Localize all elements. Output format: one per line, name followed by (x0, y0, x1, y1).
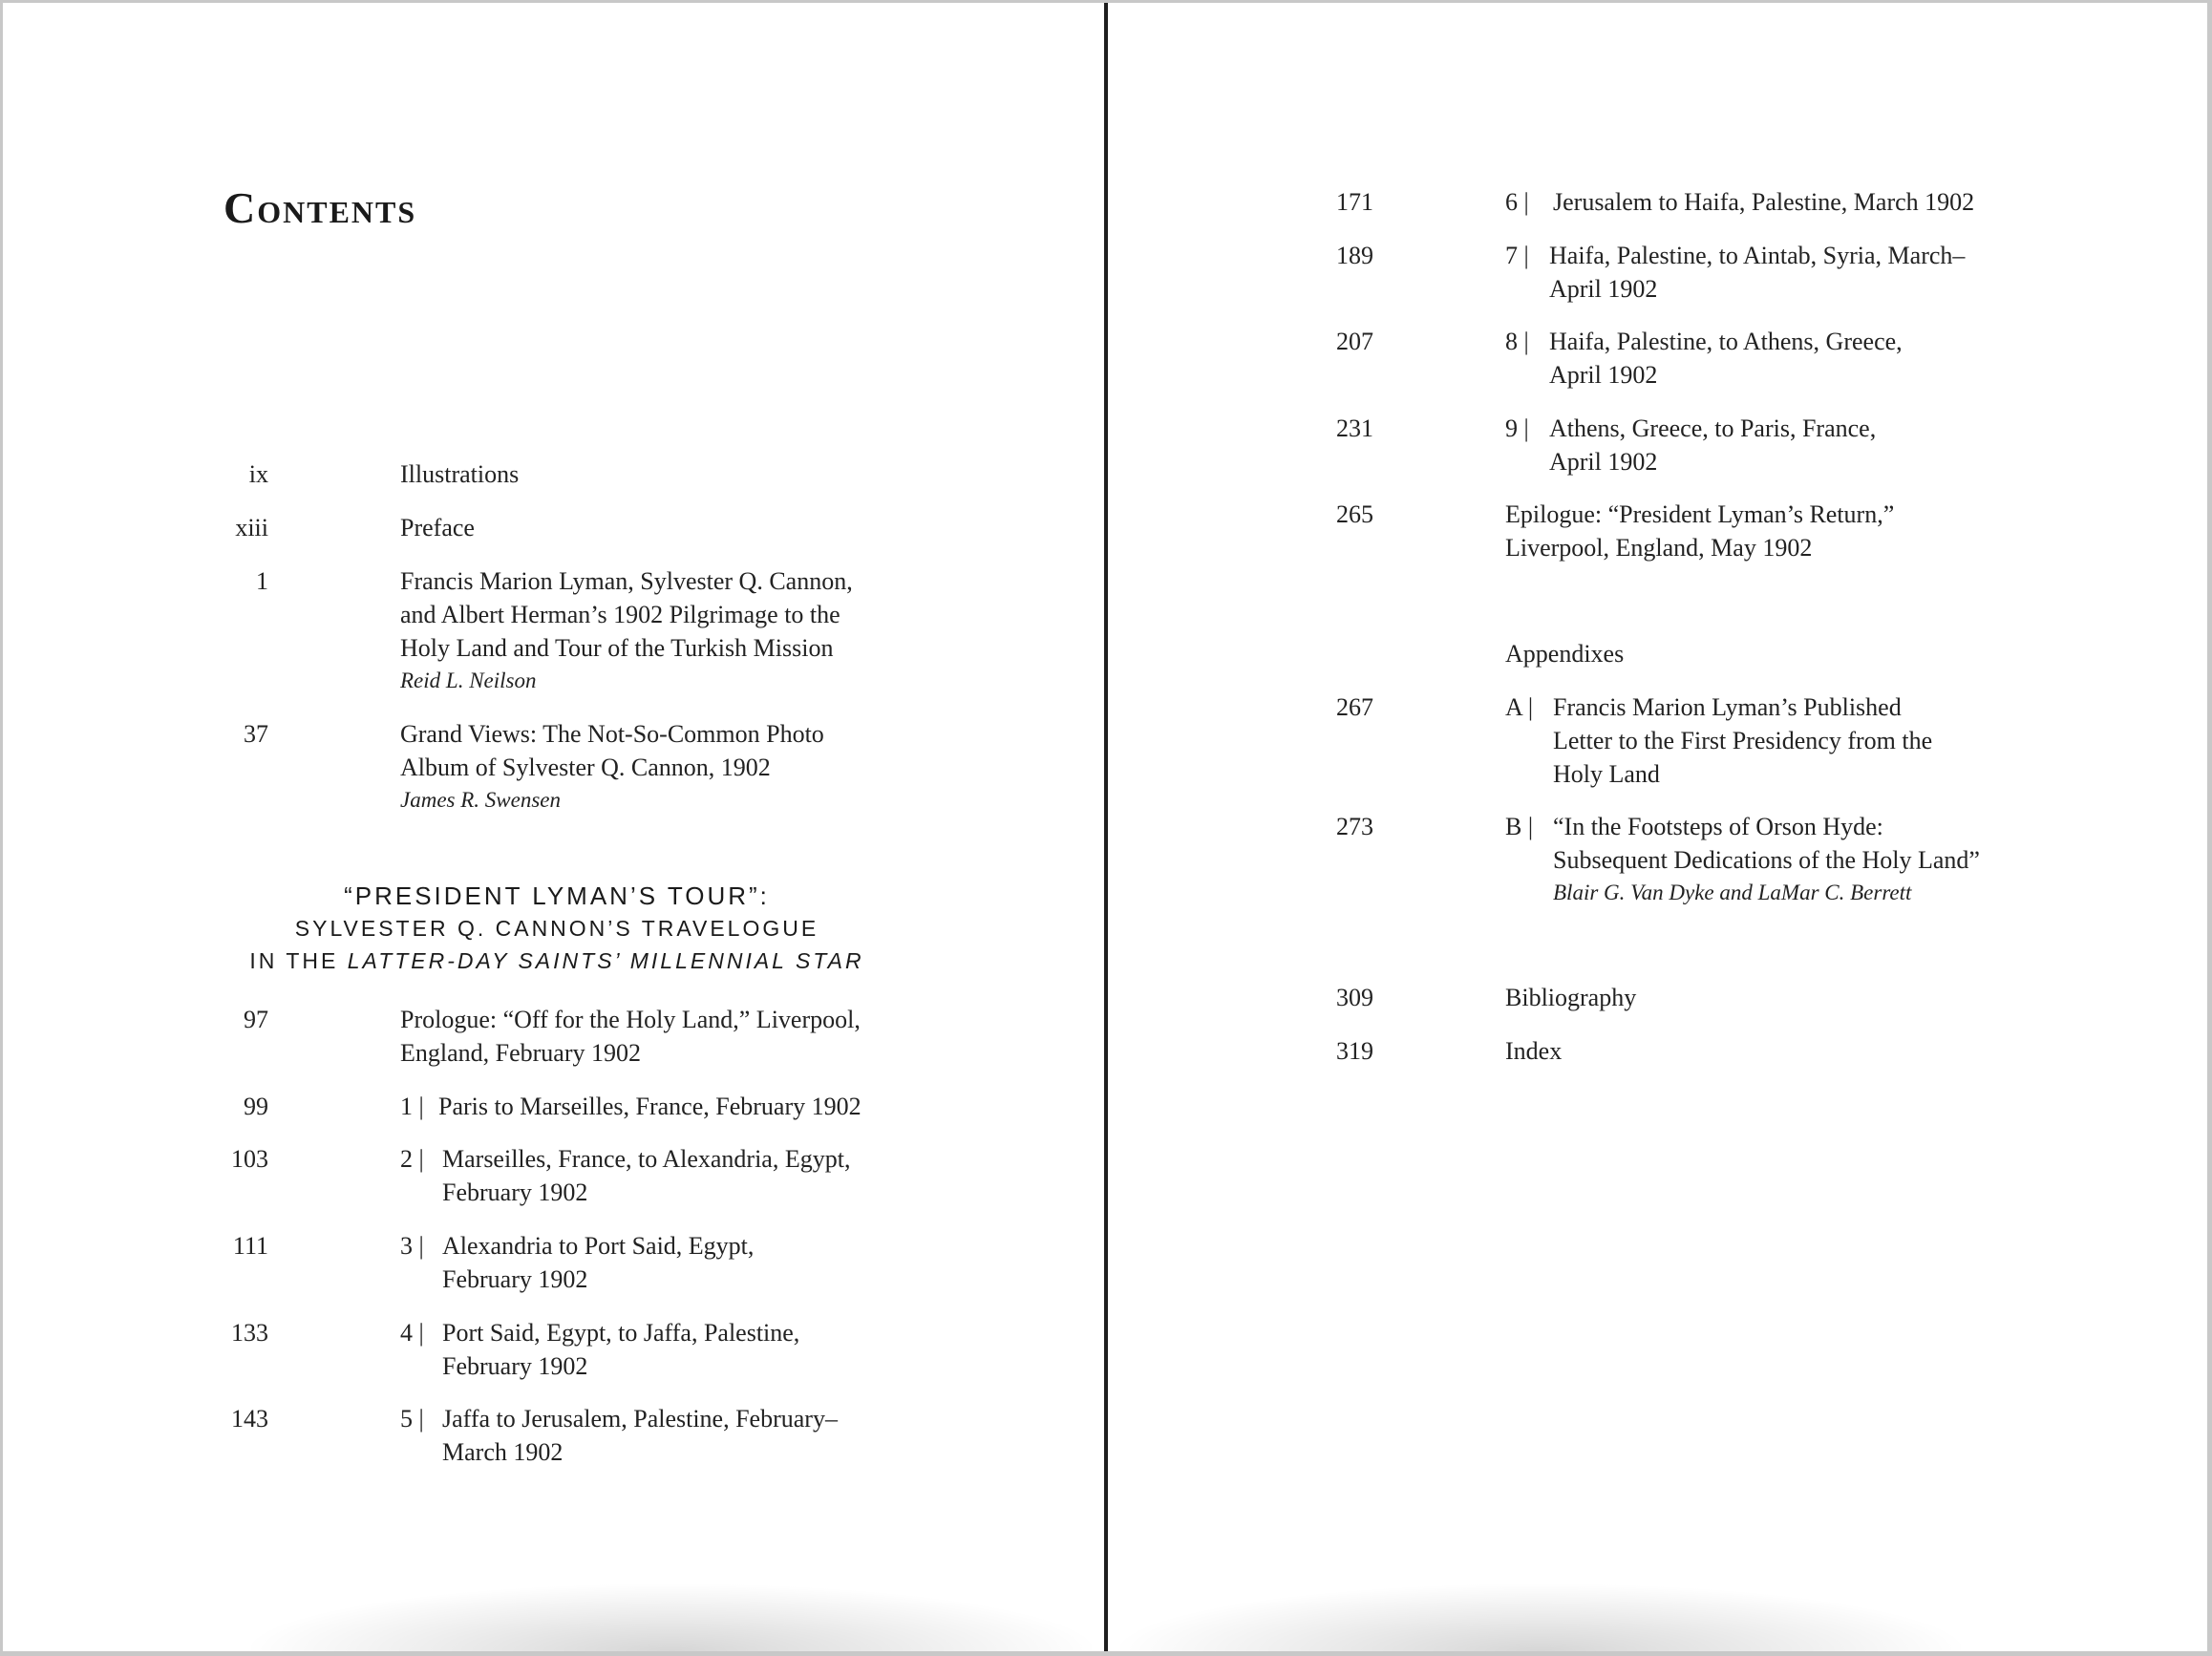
entry-title-line: Holy Land and Tour of the Turkish Mission (400, 634, 834, 662)
entry-title-line: Epilogue: “President Lyman’s Return,” (1505, 500, 1895, 528)
entry-title-line (1505, 412, 1876, 445)
page-title: Contents (223, 183, 417, 232)
entry-title: Athens, Greece, to Paris, France, (1549, 414, 1877, 442)
entry-title-line: Liverpool, England, May 1902 (1505, 534, 1813, 562)
page-number: 273 (1336, 813, 1373, 840)
chapter-separator: | (418, 1405, 424, 1433)
entry-title-line: Grand Views: The Not-So-Common Photo (400, 720, 824, 748)
entry-title: Haifa, Palestine, to Aintab, Syria, March– (1549, 242, 1966, 269)
page-gutter (1104, 3, 1108, 1651)
left-page (3, 3, 1104, 1651)
page-number: 267 (1336, 693, 1373, 721)
chapter-separator: | (418, 1232, 424, 1260)
entry-title-line (400, 1090, 861, 1123)
chapter-number: 8 (1505, 328, 1518, 355)
entry-title-line: Prologue: “Off for the Holy Land,” Liverpool, (400, 1006, 861, 1033)
entry-title-line (400, 1402, 838, 1435)
chapter-separator: | (418, 1145, 424, 1173)
page-number: 309 (1336, 984, 1373, 1011)
entry-author: Blair G. Van Dyke and LaMar C. Berrett (1553, 881, 1912, 904)
entry-title-line: February 1902 (442, 1178, 588, 1206)
entry-title-line: April 1902 (1549, 361, 1658, 389)
chapter-number: 9 (1505, 414, 1518, 442)
chapter-number: 2 (400, 1145, 413, 1173)
chapter-separator: | (1523, 242, 1529, 269)
appendix-separator: | (1527, 693, 1534, 721)
appendix-letter: B (1505, 813, 1522, 840)
page-shadow-right (1120, 1584, 1961, 1651)
entry-title-line: Album of Sylvester Q. Cannon, 1902 (400, 754, 771, 781)
chapter-separator: | (418, 1093, 424, 1120)
page-number: 99 (244, 1093, 268, 1120)
entry-title-line (400, 1142, 850, 1176)
entry-title-line (1505, 239, 1965, 272)
entry-title: “In the Footsteps of Orson Hyde: (1553, 813, 1883, 840)
page-number: 37 (244, 720, 268, 748)
chapter-number: 7 (1505, 242, 1518, 269)
book-spread (3, 3, 2207, 1651)
chapter-number: 5 (400, 1405, 413, 1433)
page-number: 231 (1336, 414, 1373, 442)
entry-title-line: April 1902 (1549, 275, 1658, 303)
chapter-number: 6 (1505, 188, 1518, 216)
entry-title-line (1505, 690, 1932, 724)
page-number: 1 (256, 567, 268, 595)
page-number: ix (248, 460, 268, 488)
chapter-separator: | (1523, 188, 1529, 216)
entry-title: Paris to Marseilles, France, February 1902 (438, 1093, 861, 1120)
entry-title-line: Letter to the First Presidency from the (1553, 727, 1933, 754)
entry-title: Illustrations (400, 460, 520, 488)
entry-author: James R. Swensen (400, 788, 561, 812)
page-number: 133 (231, 1319, 268, 1347)
entry-title: Marseilles, France, to Alexandria, Egypt, (442, 1145, 851, 1173)
page-number: 103 (231, 1145, 268, 1173)
entry-author: Reid L. Neilson (400, 669, 537, 692)
appendix-letter: A (1505, 693, 1522, 721)
page-number: 189 (1336, 242, 1373, 269)
entry-title: Bibliography (1505, 984, 1637, 1011)
chapter-separator: | (418, 1319, 424, 1347)
entry-title-line (400, 1229, 754, 1263)
entry-title: Port Said, Egypt, to Jaffa, Palestine, (442, 1319, 800, 1347)
appendix-separator: | (1527, 813, 1534, 840)
page-number: 319 (1336, 1037, 1373, 1065)
entry-title-line: March 1902 (442, 1438, 564, 1466)
part-heading-line (223, 945, 891, 977)
page-number: 207 (1336, 328, 1373, 355)
chapter-number: 1 (400, 1093, 413, 1120)
right-page (1110, 3, 2207, 1651)
page-number: 171 (1336, 188, 1373, 216)
appendixes-heading: Appendixes (1505, 640, 1625, 668)
part-heading (223, 880, 891, 977)
entry-title-line (400, 1316, 799, 1349)
part-heading-journal: LATTER-DAY SAINTS’ MILLENNIAL STAR (347, 948, 864, 973)
chapter-separator: | (1523, 414, 1529, 442)
entry-title-line (1505, 185, 1974, 219)
entry-title-line: and Albert Herman’s 1902 Pilgrimage to the (400, 601, 840, 628)
entry-title: Jerusalem to Haifa, Palestine, March 1902 (1553, 188, 1975, 216)
part-heading-line: “PRESIDENT LYMAN’S TOUR”: (344, 881, 770, 910)
entry-title-line: April 1902 (1549, 448, 1658, 476)
chapter-number: 3 (400, 1232, 413, 1260)
page-shadow-left (251, 1584, 1092, 1651)
chapter-number: 4 (400, 1319, 413, 1347)
entry-title: Francis Marion Lyman’s Published (1553, 693, 1902, 721)
page-number: 265 (1336, 500, 1373, 528)
entry-title: Index (1505, 1037, 1563, 1065)
page-number: xiii (235, 514, 268, 541)
entry-title: Preface (400, 514, 475, 541)
page-number: 97 (244, 1006, 268, 1033)
entry-title-line: February 1902 (442, 1352, 588, 1380)
entry-title-line: February 1902 (442, 1265, 588, 1293)
chapter-separator: | (1523, 328, 1529, 355)
entry-title: Jaffa to Jerusalem, Palestine, February– (442, 1405, 838, 1433)
entry-title-line (1505, 810, 1980, 843)
entry-title-line (1505, 325, 1903, 358)
part-heading-line: SYLVESTER Q. CANNON’S TRAVELOGUE (294, 916, 819, 941)
entry-title-line: Holy Land (1553, 760, 1660, 788)
entry-title: Alexandria to Port Said, Egypt, (442, 1232, 755, 1260)
part-heading-prefix: IN THE (249, 948, 339, 973)
page-number: 111 (232, 1232, 268, 1260)
page-number: 143 (231, 1405, 268, 1433)
entry-title: Haifa, Palestine, to Athens, Greece, (1549, 328, 1903, 355)
entry-title-line: England, February 1902 (400, 1039, 642, 1067)
entry-title-line: Francis Marion Lyman, Sylvester Q. Cannon, (400, 567, 853, 595)
entry-title-line: Subsequent Dedications of the Holy Land” (1553, 846, 1980, 874)
